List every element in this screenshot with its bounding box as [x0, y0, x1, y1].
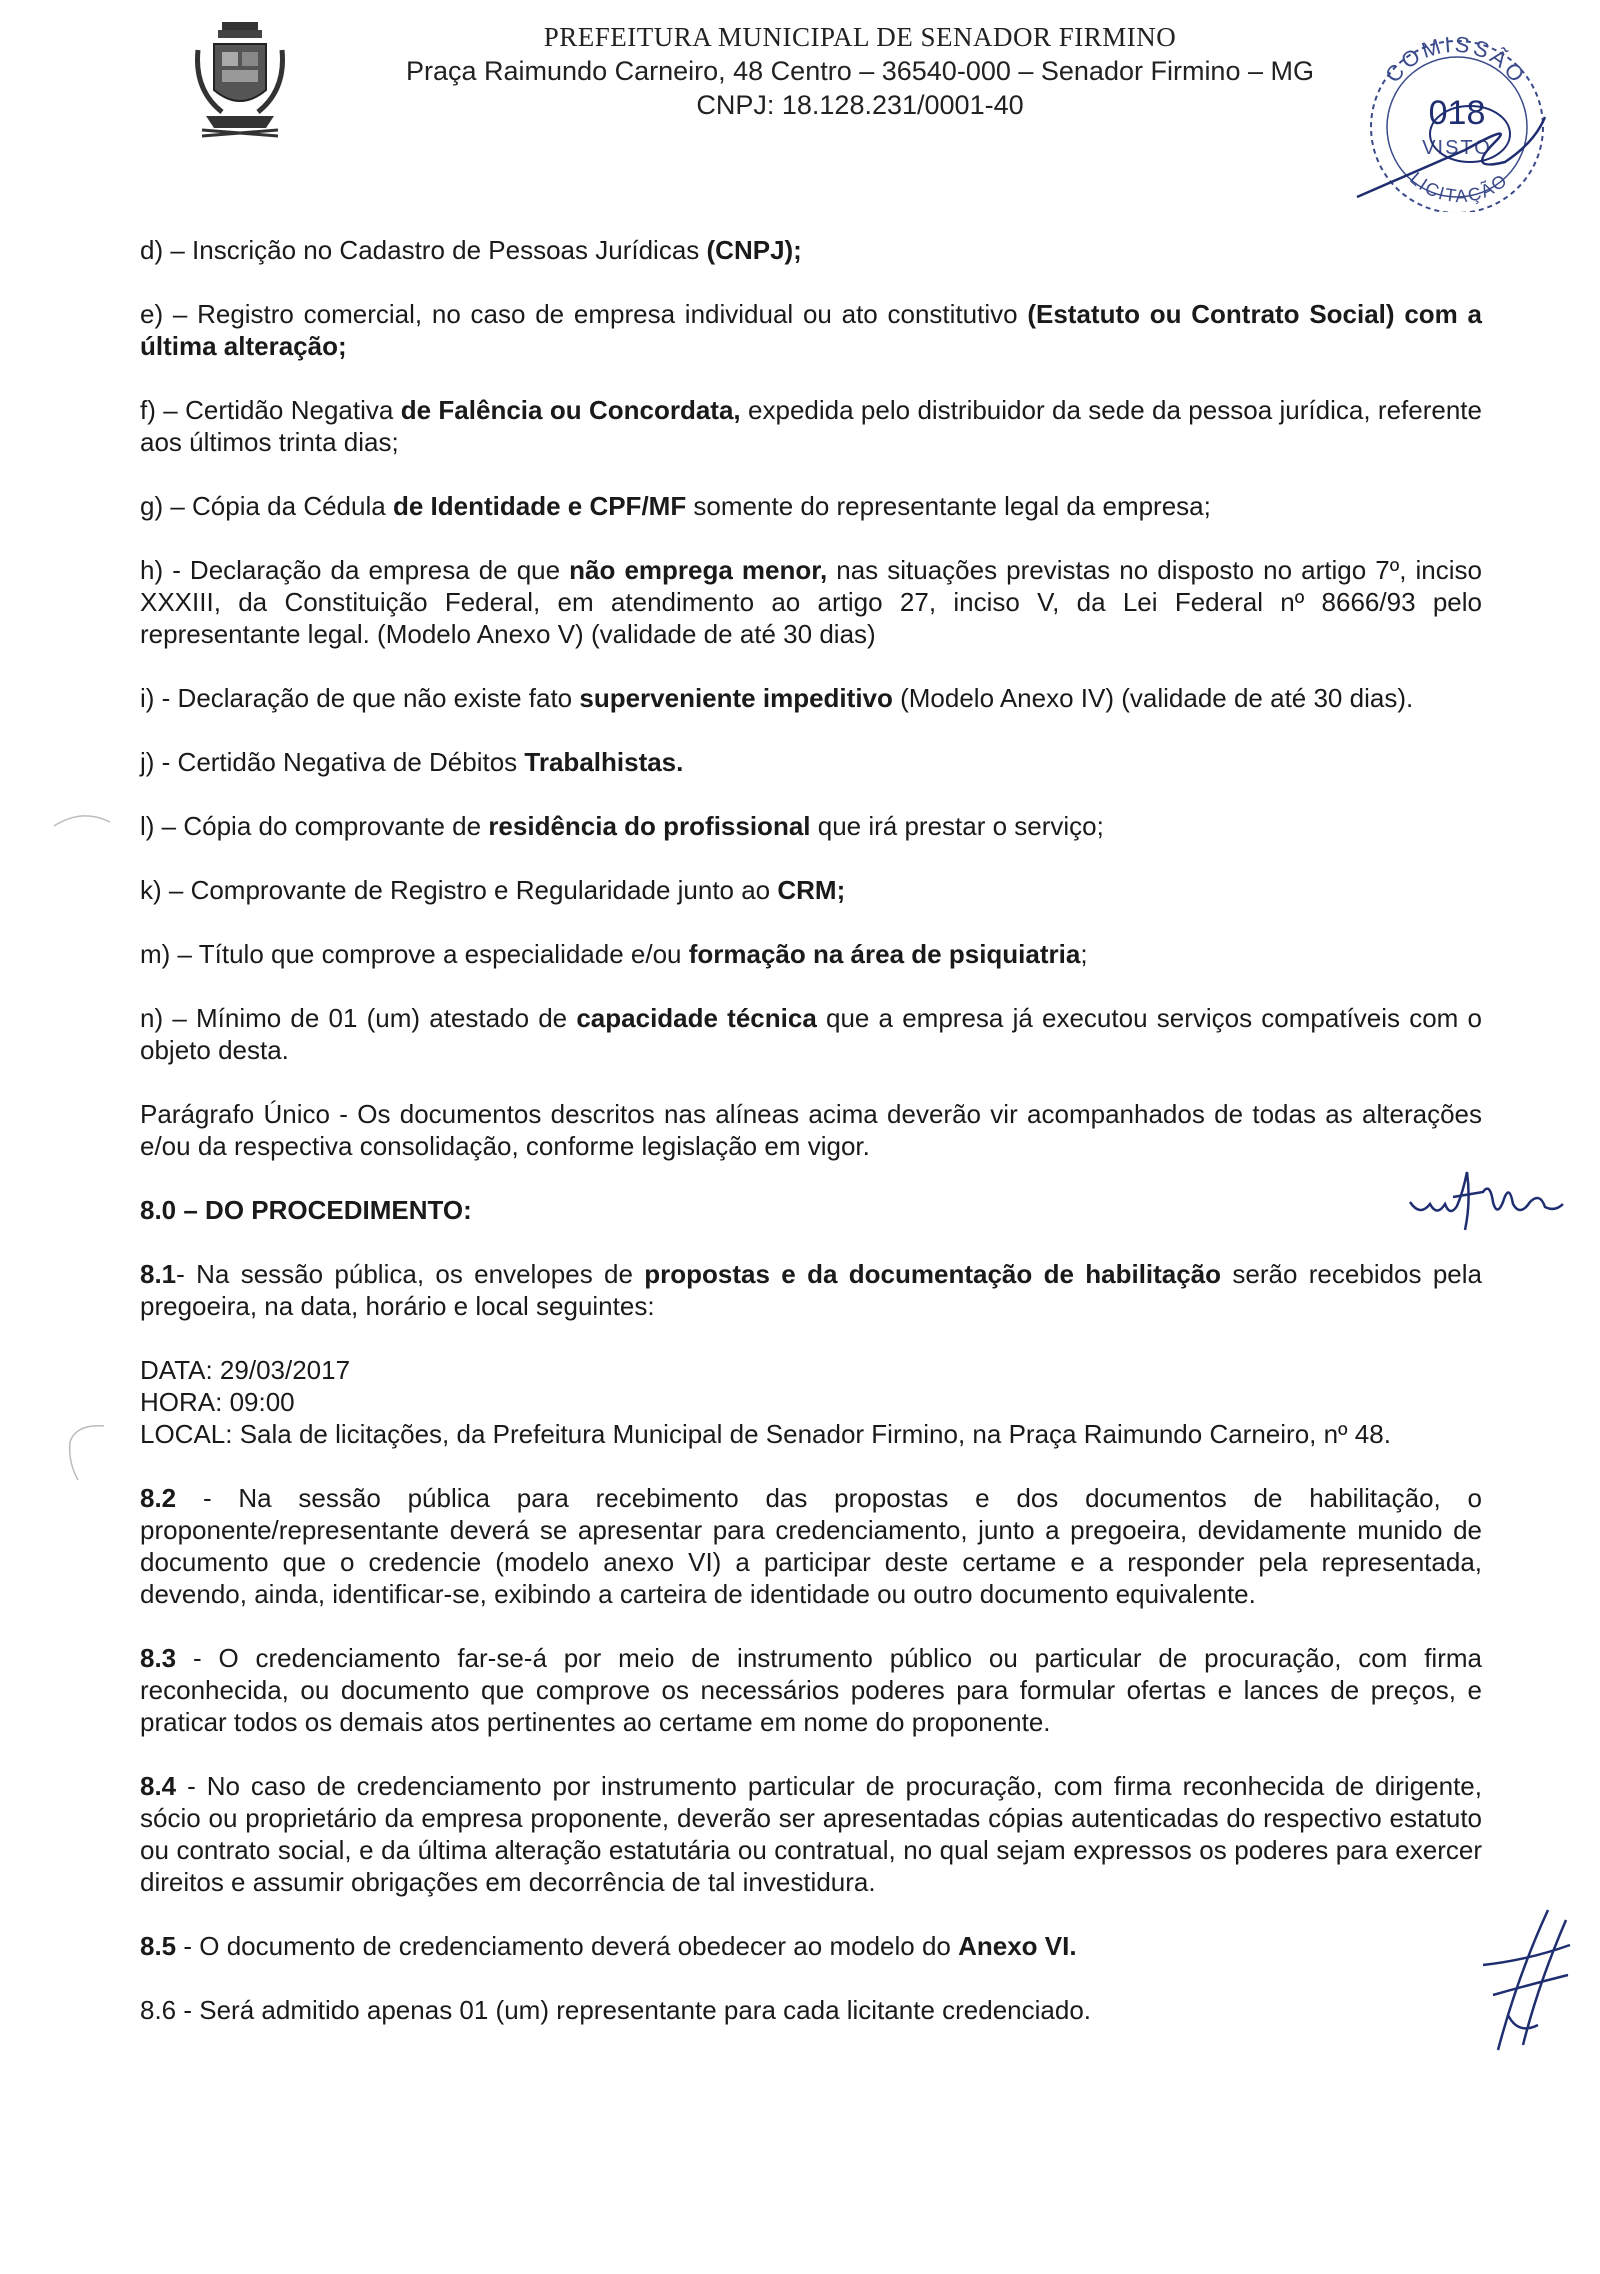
item-h: h) - Declaração da empresa de que não emprega menor, nas situações previstas no disposto no artigo 7º, inciso XXXIII, da Constituição Federal, em atendimento ao artigo 27, inciso V, da Lei Federal nº 8666/93 pelo representante legal. (Modelo Anexo V) (validade de até 30 dias)	[140, 555, 1482, 649]
section-title: 8.0 – DO PROCEDIMENTO:	[140, 1195, 472, 1225]
stamp-top-text: COMISSÃO	[1380, 31, 1532, 90]
stamp-bottom-text: LICITAÇÃO	[1406, 168, 1513, 207]
clause-8-2: 8.2 - Na sessão pública para recebimento das propostas e dos documentos de habilitação, o proponente/representante deverá se apresentar para credenciamento, junto a pregoeira, devidamente munido de documento que o credencie (modelo anexo VI) a participar deste certame e a responder pela representada, devendo, ainda, identificar-se, exibindo a carteira de identidade ou outro documento equivalente.	[140, 1483, 1482, 1609]
letterhead-title: PREFEITURA MUNICIPAL DE SENADOR FIRMINO	[543, 22, 1177, 52]
letterhead-cnpj: CNPJ: 18.128.231/0001-40	[696, 90, 1024, 120]
session-date: DATA: 29/03/2017	[140, 1355, 351, 1385]
item-e: e) – Registro comercial, no caso de empresa individual ou ato constitutivo (Estatuto ou Contrato Social) com a última alteração;	[140, 299, 1482, 361]
handwritten-signature-icon	[1478, 1905, 1573, 2055]
item-g: g) – Cópia da Cédula de Identidade e CPF/MF somente do representante legal da empresa;	[140, 491, 1211, 521]
document-body	[140, 234, 1482, 2026]
clause-8-1: 8.1- Na sessão pública, os envelopes de propostas e da documentação de habilitação serão recebidos pela pregoeira, na data, horário e local seguintes:	[140, 1259, 1482, 1321]
item-m: m) – Título que comprove a especialidade e/ou formação na área de psiquiatria;	[140, 939, 1088, 969]
clause-8-4: 8.4 - No caso de credenciamento por instrumento particular de procuração, com firma reconhecida de dirigente, sócio ou proprietário da empresa proponente, deverão ser apresentadas cópias autenticadas do respectivo estatuto ou contrato social, e da última alteração estatutária ou contratual, no qual sejam expressos os poderes para exercer direitos e assumir obrigações em decorrência de tal investidura.	[140, 1771, 1482, 1897]
item-d: d) – Inscrição no Cadastro de Pessoas Jurídicas (CNPJ);	[140, 235, 802, 265]
item-i: i) - Declaração de que não existe fato superveniente impeditivo (Modelo Anexo IV) (validade de até 30 dias).	[140, 683, 1414, 713]
handwritten-initials-icon	[1405, 1162, 1565, 1232]
commission-stamp	[1345, 22, 1560, 212]
municipal-crest-logo	[192, 20, 288, 138]
paragrafo-unico: Parágrafo Único - Os documentos descritos nas alíneas acima deverão vir acompanhados de todas as alterações e/ou da respectiva consolidação, conforme legislação em vigor.	[140, 1099, 1482, 1161]
stamp-number: 018	[1428, 94, 1486, 132]
item-j: j) - Certidão Negativa de Débitos Trabalhistas.	[140, 747, 684, 777]
letterhead-address: Praça Raimundo Carneiro, 48 Centro – 36540-000 – Senador Firmino – MG	[406, 56, 1314, 86]
svg-text:COMISSÃO	[1380, 32, 1531, 89]
punch-hole-mark	[52, 808, 112, 828]
session-location: LOCAL: Sala de licitações, da Prefeitura Municipal de Senador Firmino, na Praça Raimundo Carneiro, nº 48.	[140, 1419, 1391, 1449]
letterhead	[360, 20, 1360, 122]
clause-8-3: 8.3 - O credenciamento far-se-á por meio de instrumento público ou particular de procuração, com firma reconhecida, ou documento que comprove os necessários poderes para formular ofertas e lances de preços, e praticar todos os demais atos pertinentes ao certame em nome do proponente.	[140, 1643, 1482, 1737]
item-k: k) – Comprovante de Registro e Regularidade junto ao CRM;	[140, 875, 846, 905]
item-f: f) – Certidão Negativa de Falência ou Concordata, expedida pelo distribuidor da sede da pessoa jurídica, referente aos últimos trinta dias;	[140, 395, 1482, 457]
stamp-middle-text: VISTO	[1422, 137, 1492, 159]
svg-text:LICITAÇÃO	[1406, 168, 1512, 206]
clause-8-6: 8.6 - Será admitido apenas 01 (um) representante para cada licitante credenciado.	[140, 1995, 1092, 2025]
item-n: n) – Mínimo de 01 (um) atestado de capacidade técnica que a empresa já executou serviços compatíveis com o objeto desta.	[140, 1003, 1482, 1065]
clause-8-5: 8.5 - O documento de credenciamento deverá obedecer ao modelo do Anexo VI.	[140, 1931, 1077, 1961]
session-time: HORA: 09:00	[140, 1387, 295, 1417]
item-l: l) – Cópia do comprovante de residência do profissional que irá prestar o serviço;	[140, 811, 1104, 841]
punch-hole-mark	[66, 1422, 106, 1482]
